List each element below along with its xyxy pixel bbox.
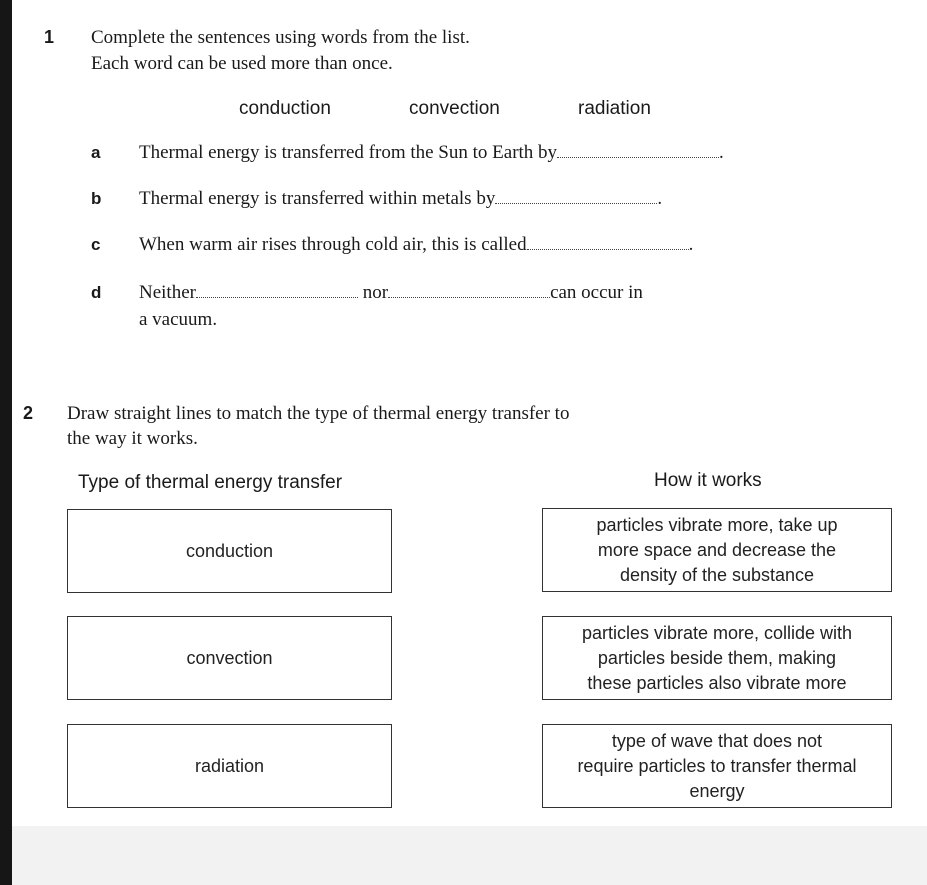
- right-box-3-line3: energy: [689, 780, 745, 801]
- bottom-shade: [12, 826, 927, 885]
- right-box-3-line2: require particles to transfer thermal: [577, 755, 857, 776]
- part-c-end: .: [688, 234, 694, 255]
- part-c-text: When warm air rises through cold air, this is called: [139, 234, 527, 255]
- part-a-end: .: [719, 142, 724, 163]
- left-column-header: Type of thermal energy transfer: [78, 472, 343, 493]
- left-box-convection[interactable]: [67, 616, 392, 700]
- question-2-instruction-line1: Draw straight lines to match the type of thermal energy transfer to: [67, 403, 570, 424]
- part-c-answer-blank[interactable]: [527, 237, 689, 250]
- part-a-text: Thermal energy is transferred from the Sun to Earth by: [139, 142, 558, 163]
- part-a-sentence: [139, 142, 724, 164]
- question-1-instruction-line1: Complete the sentences using words from the list.: [91, 27, 470, 48]
- right-box-3-line1: type of wave that does not: [611, 730, 823, 751]
- question-1-instruction-line2: Each word can be used more than once.: [91, 53, 393, 74]
- part-d-text-start: Neither: [139, 282, 196, 303]
- part-c-letter: c: [91, 235, 101, 254]
- part-d-text-mid: nor: [362, 282, 389, 303]
- part-d-sentence: [139, 282, 643, 304]
- right-box-2-line1: particles vibrate more, collide with: [581, 622, 853, 643]
- part-b-letter: b: [91, 189, 102, 208]
- word-list-convection: convection: [409, 98, 500, 119]
- question-2-number: 2: [23, 403, 34, 423]
- part-b-answer-blank[interactable]: [495, 191, 657, 204]
- right-box-2-line2: particles beside them, making: [597, 647, 837, 668]
- right-box-1-line1: particles vibrate more, take up: [596, 514, 838, 535]
- right-box-1-line2: more space and decrease the: [597, 539, 837, 560]
- word-list-radiation: radiation: [578, 98, 651, 119]
- question-1-number: 1: [44, 27, 55, 47]
- left-dark-border: [0, 0, 12, 885]
- part-d-letter: d: [91, 283, 102, 302]
- right-column-header: How it works: [654, 470, 762, 491]
- right-box-2-line3: these particles also vibrate more: [587, 672, 847, 693]
- part-d-text-line2: a vacuum.: [139, 309, 218, 330]
- word-list-conduction: conduction: [239, 98, 331, 119]
- right-box-2[interactable]: [542, 616, 892, 700]
- right-box-1-line3: density of the substance: [619, 564, 815, 585]
- part-d-answer-blank-1[interactable]: [196, 285, 358, 298]
- right-box-1[interactable]: [542, 508, 892, 592]
- part-b-text: Thermal energy is transferred within metals by: [139, 188, 496, 209]
- part-c-sentence: [139, 234, 693, 256]
- part-a-answer-blank[interactable]: [557, 145, 719, 158]
- left-box-radiation-label: radiation: [194, 755, 265, 776]
- left-box-convection-label: convection: [186, 647, 273, 668]
- part-d-text-end: can occur in: [550, 282, 643, 303]
- left-box-conduction[interactable]: [67, 509, 392, 593]
- right-box-3[interactable]: [542, 724, 892, 808]
- part-a-letter: a: [91, 143, 101, 162]
- part-d-answer-blank-2[interactable]: [388, 285, 550, 298]
- part-b-sentence: [139, 188, 662, 210]
- question-2-instruction-line2: the way it works.: [67, 428, 198, 449]
- left-box-conduction-label: conduction: [185, 540, 274, 561]
- part-b-end: .: [657, 188, 663, 209]
- left-box-radiation[interactable]: [67, 724, 392, 808]
